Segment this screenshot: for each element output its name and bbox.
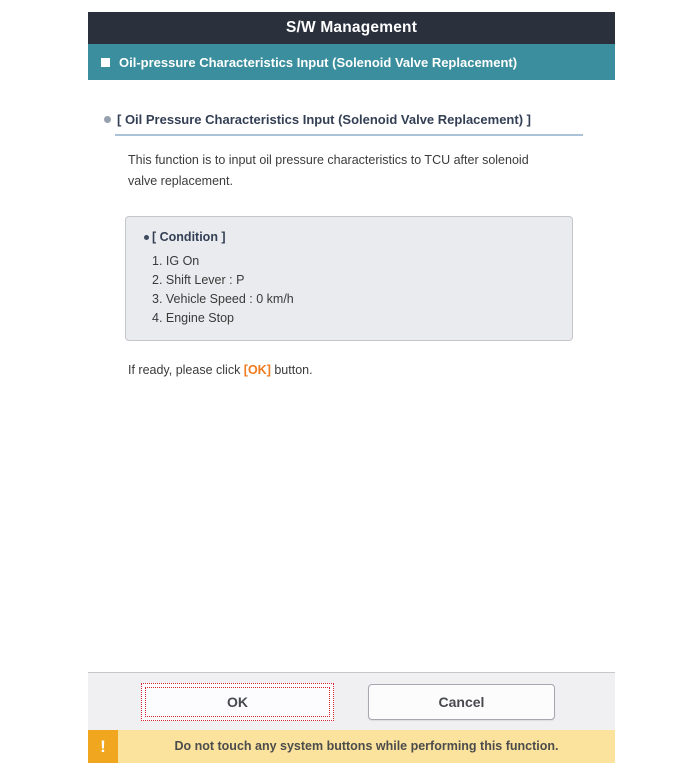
- ok-button[interactable]: OK: [141, 683, 334, 721]
- section-title-label: [ Oil Pressure Characteristics Input (Solenoid Valve Replacement) ]: [117, 112, 531, 127]
- window-title-bar: [88, 12, 615, 44]
- instruction-ok-highlight: [OK]: [243, 363, 271, 377]
- exclamation-icon: !: [88, 730, 118, 763]
- description-line: valve replacement.: [128, 174, 233, 188]
- warning-text: Do not touch any system buttons while performing this function.: [174, 739, 559, 753]
- button-bar: [88, 672, 615, 730]
- description: [128, 150, 615, 192]
- condition-item: 2. Shift Lever : P: [152, 273, 245, 287]
- instruction-suffix: button.: [270, 363, 313, 377]
- condition-title: [144, 230, 572, 244]
- condition-item: 3. Vehicle Speed : 0 km/h: [152, 292, 294, 306]
- section-underline: [115, 134, 583, 136]
- page-title: S/W Management: [285, 19, 418, 36]
- instruction-prefix: If ready, please click: [128, 363, 244, 377]
- function-header-label: Oil-pressure Characteristics Input (Solenoid Valve Replacement): [119, 54, 518, 70]
- condition-item: 1. IG On: [152, 254, 200, 268]
- sw-management-panel: [88, 12, 615, 377]
- warning-bar: [88, 730, 615, 763]
- description-line: This function is to input oil pressure characteristics to TCU after solenoid: [128, 153, 529, 167]
- condition-box: [125, 216, 573, 341]
- instruction: [128, 363, 615, 377]
- cancel-button[interactable]: Cancel: [368, 684, 555, 720]
- condition-title-label: [ Condition ]: [152, 230, 226, 244]
- condition-item: 4. Engine Stop: [152, 311, 235, 325]
- footer: [88, 672, 615, 763]
- section-title: [104, 112, 615, 127]
- circle-bullet-icon: [104, 116, 111, 123]
- dot-bullet-icon: [144, 235, 149, 240]
- function-header: [88, 44, 615, 80]
- square-bullet-icon: [101, 58, 110, 67]
- condition-list: [152, 252, 572, 328]
